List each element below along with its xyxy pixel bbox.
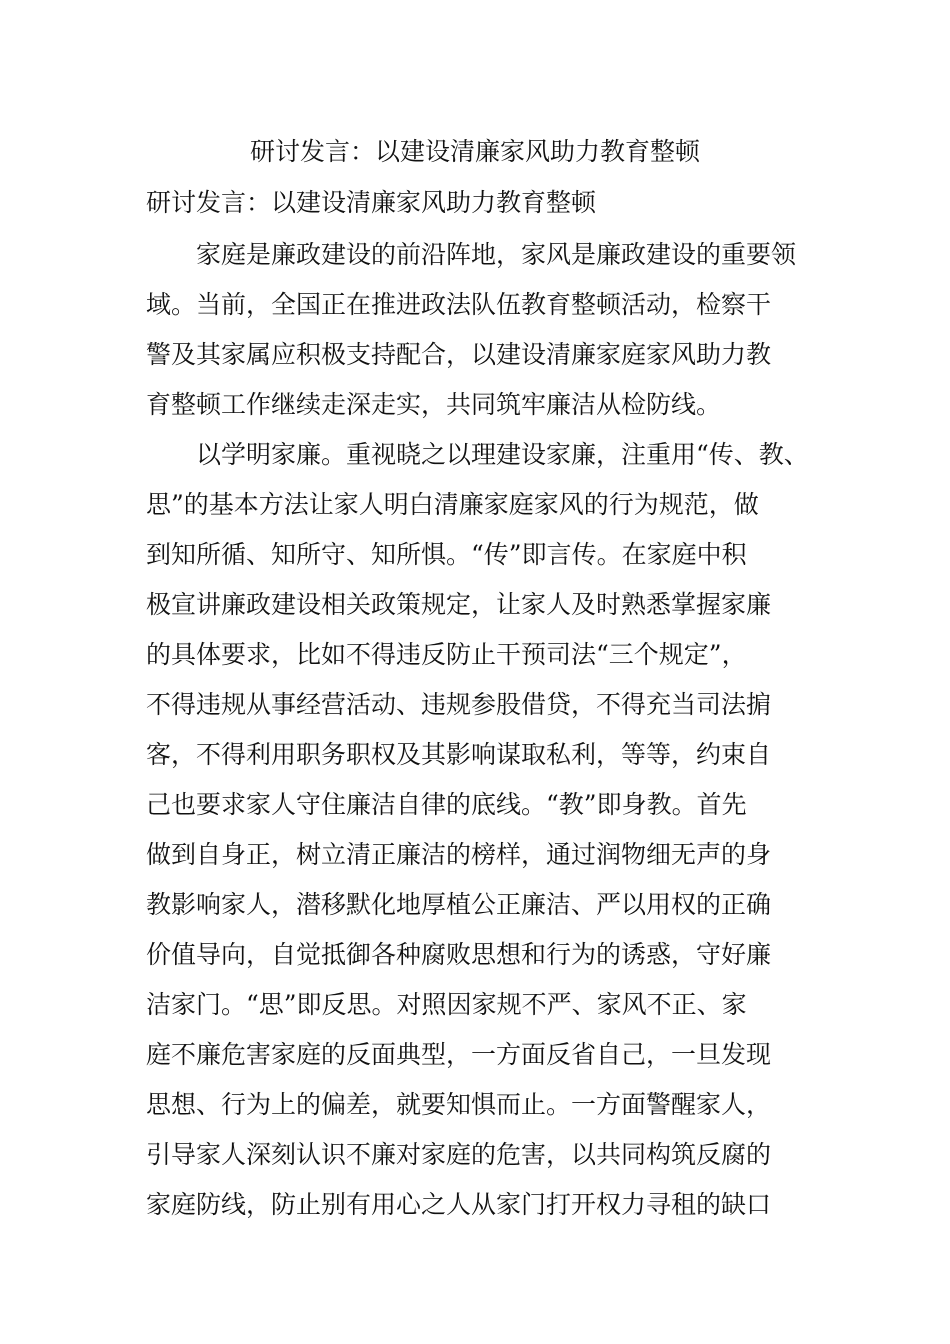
- text-line: 引导家人深刻认识不廉对家庭的危害，以共同构筑反腐的: [146, 1140, 772, 1169]
- text-line: 洁家门。“思”即反思。对照因家规不严、家风不正、家: [146, 990, 747, 1019]
- paragraph-intro: [146, 230, 846, 430]
- text-line: 育整顿工作继续走深走实，共同筑牢廉洁从检防线。: [146, 390, 722, 419]
- text-line: 己也要求家人守住廉洁自律的底线。“教”即身教。首先: [146, 790, 747, 819]
- text-line: 家庭是廉政建设的前沿阵地，家风是廉政建设的重要领: [146, 240, 797, 269]
- text-line: 客，不得利用职务职权及其影响谋取私利，等等，约束自: [146, 740, 772, 769]
- text-line: 极宣讲廉政建设相关政策规定，让家人及时熟悉掌握家廉: [146, 590, 772, 619]
- document-body: [146, 230, 846, 1230]
- text-line: 价值导向，自觉抵御各种腐败思想和行为的诱惑，守好廉: [146, 940, 772, 969]
- text-line: 不得违规从事经营活动、违规参股借贷，不得充当司法掮: [146, 690, 772, 719]
- paragraph-learning: [146, 430, 846, 1230]
- text-line: 的具体要求，比如不得违反防止干预司法“三个规定”，: [146, 640, 747, 669]
- text-line: 域。当前，全国正在推进政法队伍教育整顿活动，检察干: [146, 290, 772, 319]
- text-line: 家庭防线，防止别有用心之人从家门打开权力寻租的缺口: [146, 1190, 772, 1219]
- text-line: 以学明家廉。重视晓之以理建设家廉，注重用“传、教、: [146, 440, 809, 469]
- document-subtitle: 研讨发言：以建设清廉家风助力教育整顿: [146, 188, 597, 217]
- text-line: 到知所循、知所守、知所惧。“传”即言传。在家庭中积: [146, 540, 747, 569]
- text-line: 警及其家属应积极支持配合，以建设清廉家庭家风助力教: [146, 340, 772, 369]
- text-line: 庭不廉危害家庭的反面典型，一方面反省自己，一旦发现: [146, 1040, 772, 1069]
- text-line: 做到自身正，树立清正廉洁的榜样，通过润物细无声的身: [146, 840, 772, 869]
- text-line: 思”的基本方法让家人明白清廉家庭家风的行为规范，做: [146, 490, 759, 519]
- document-title: 研讨发言：以建设清廉家风助力教育整顿: [249, 137, 700, 166]
- text-line: 教影响家人，潜移默化地厚植公正廉洁、严以用权的正确: [146, 890, 772, 919]
- text-line: 思想、行为上的偏差，就要知惧而止。一方面警醒家人，: [146, 1090, 772, 1119]
